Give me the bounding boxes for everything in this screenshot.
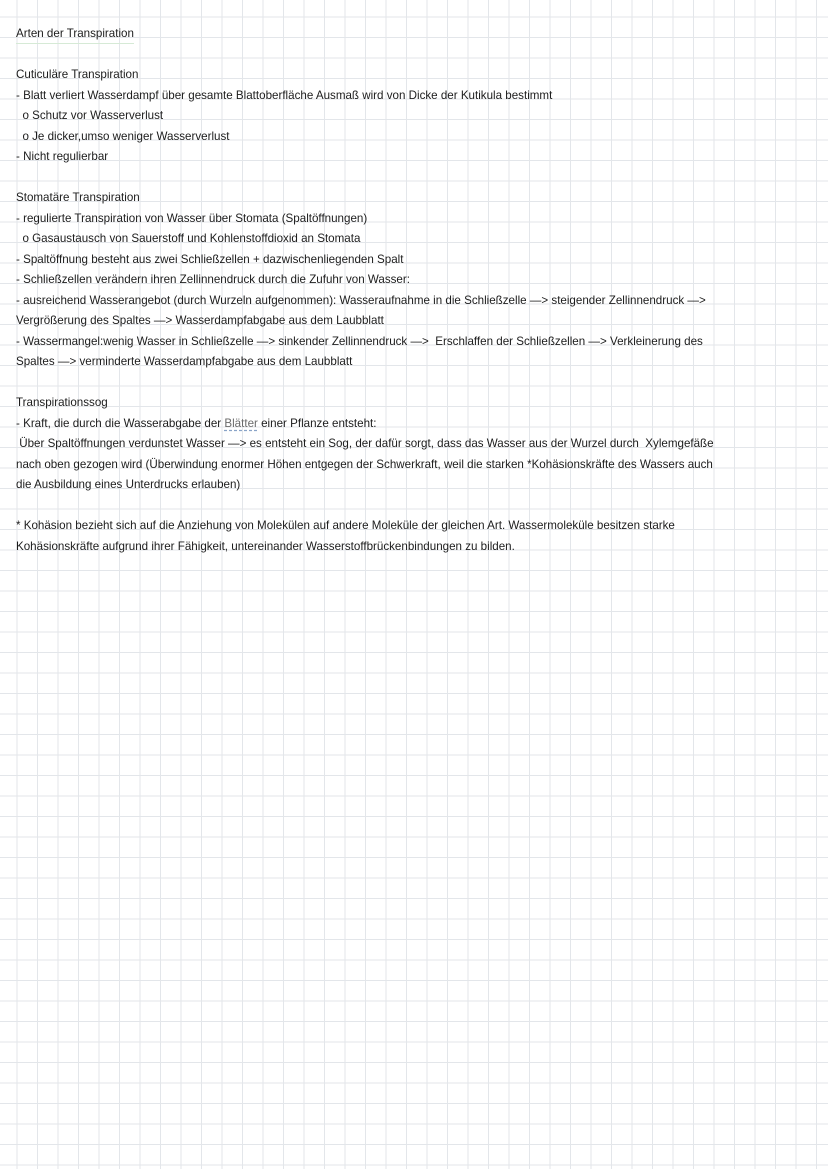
paragraph-line: - Wassermangel:wenig Wasser in Schließzelle —> sinkender Zellinnendruck —> Erschlaffen der Schließzellen —> Verkleinerung des — [16, 334, 703, 348]
bullet-line: - Blatt verliert Wasserdampf über gesamte Blattoberfläche Ausmaß wird von Dicke der Kutikula bestimmt — [16, 88, 553, 102]
paragraph-line: nach oben gezogen wird (Überwindung enormer Höhen entgegen der Schwerkraft, weil die starken *Kohäsionskräfte des Wassers auch — [16, 457, 713, 471]
sub-bullet-line: o Schutz vor Wasserverlust — [16, 109, 164, 122]
bullet-line: - Nicht regulierbar — [16, 150, 109, 163]
section-cuticular — [16, 65, 806, 168]
paragraph-line: die Ausbildung eines Unterdrucks erlauben) — [16, 478, 241, 491]
footnote — [16, 516, 806, 557]
footnote-line: * Kohäsion bezieht sich auf die Anziehung von Molekülen auf andere Moleküle der gleichen Art. Wassermoleküle besitzen starke — [16, 519, 675, 532]
spacer — [16, 496, 806, 517]
section-stomatal — [16, 188, 806, 373]
bullet-line: - Spaltöffnung besteht aus zwei Schließzellen + dazwischenliegenden Spalt — [16, 252, 404, 266]
document-title: Arten der Transpiration — [16, 24, 134, 44]
section-heading: Cuticuläre Transpiration — [16, 68, 139, 81]
spacer — [16, 168, 806, 189]
paragraph-line: Spaltes —> verminderte Wasserdampfabgabe aus dem Laubblatt — [16, 355, 353, 368]
bullet-line: - Schließzellen verändern ihren Zellinnendruck durch die Zufuhr von Wasser: — [16, 273, 410, 286]
sub-bullet-line: o Je dicker,umso weniger Wasserverlust — [16, 129, 230, 143]
paragraph-line: Vergrößerung des Spaltes —> Wasserdampfabgabe aus dem Laubblatt — [16, 314, 384, 327]
sub-bullet-line: o Gasaustausch von Sauerstoff und Kohlenstoffdioxid an Stomata — [16, 232, 361, 245]
paragraph-line: - ausreichend Wasserangebot (durch Wurzeln aufgenommen): Wasseraufnahme in die Schließzelle —> steigender Zellinnendruck —> — [16, 293, 706, 307]
bullet-line — [16, 414, 806, 435]
bullet-line: - regulierte Transpiration von Wasser über Stomata (Spaltöffnungen) — [16, 211, 368, 225]
section-heading: Transpirationssog — [16, 396, 108, 409]
footnote-line: Kohäsionskräfte aufgrund ihrer Fähigkeit, untereinander Wasserstoffbrückenbindungen zu bilden. — [16, 539, 515, 553]
spacer — [16, 373, 806, 394]
spacer — [16, 45, 806, 66]
paragraph-line: Über Spaltöffnungen verdunstet Wasser —> es entsteht ein Sog, der dafür sorgt, dass das Wasser aus der Wurzel durch Xylemgefäße — [16, 437, 714, 450]
document-content — [16, 24, 806, 557]
section-suction — [16, 393, 806, 496]
text-fragment: - Kraft, die durch die Wasserabgabe der — [16, 416, 225, 430]
document-title-line — [16, 24, 806, 45]
spellcheck-word[interactable]: Blätter — [224, 416, 258, 430]
text-fragment: einer Pflanze entsteht: — [257, 416, 377, 430]
section-heading: Stomatäre Transpiration — [16, 191, 140, 204]
